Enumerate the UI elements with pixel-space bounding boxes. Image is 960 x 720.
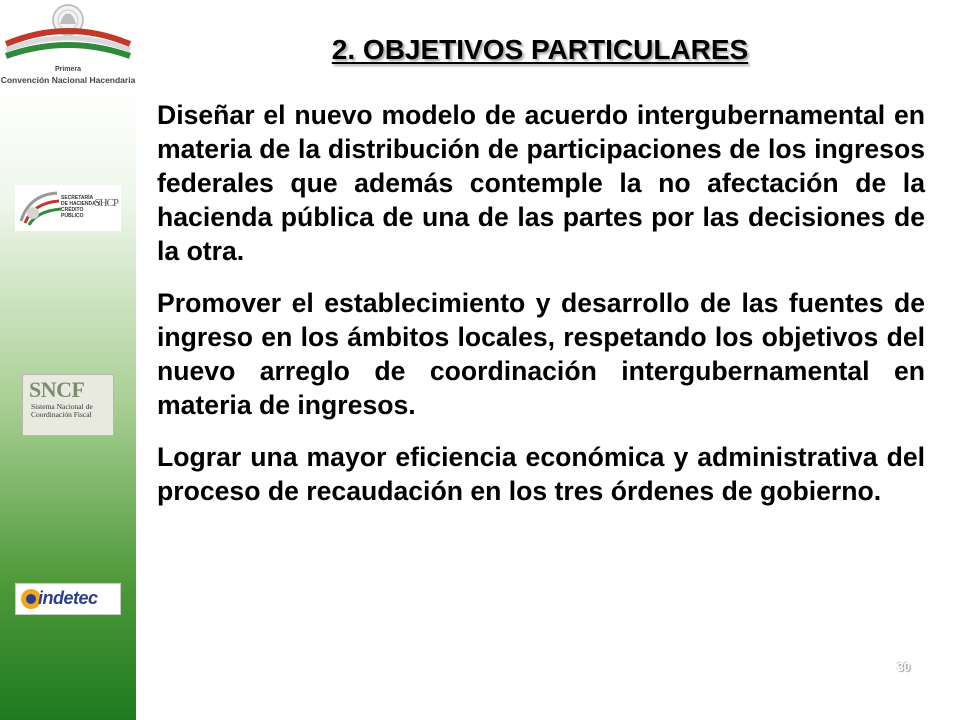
page-number: 30 (897, 660, 911, 674)
eagle-emblem-icon (0, 0, 136, 66)
indetec-logo (15, 583, 121, 615)
objective-paragraph-2: Promover el establecimiento y desarrollo de las fuentes de ingreso en los ámbitos locales, respetando los objetivos del nuevo arreglo de coordinación intergubernamental en materia de ingresos. (157, 288, 925, 420)
sncf-subtitle-1: Sistema Nacional de (31, 402, 93, 411)
objective-paragraph-1: Diseñar el nuevo modelo de acuerdo intergubernamental en materia de la distribución de participaciones de los ingresos federales que además contemple la no afectación de la hacienda pública de una de las partes por las decisiones de la otra. (157, 100, 925, 266)
slide-title: 2. OBJETIVOS PARTICULARES (331, 34, 749, 65)
shcp-logo (15, 185, 121, 231)
sncf-title: SNCF (29, 377, 85, 402)
objective-paragraph-3: Lograr una mayor eficiencia económica y administrativa del proceso de recaudación en los tres órdenes de gobierno. (157, 442, 925, 506)
shcp-name: SECRETARÍA DE HACIENDA Y CRÉDITO PÚBLICO (61, 195, 101, 219)
sncf-subtitle-2: Coordinación Fiscal (31, 410, 92, 419)
shcp-acronym: SHCP (94, 197, 118, 209)
indetec-wordmark: indetec (38, 588, 98, 608)
logo-line-primera: Primera (54, 66, 82, 73)
sncf-logo (22, 374, 114, 436)
shcp-emblem-icon (17, 185, 63, 231)
convencion-logo (0, 0, 136, 88)
slide-body (157, 98, 925, 526)
logo-line-convencion: Convención Nacional Hacendaria (0, 75, 136, 85)
sncf-subtitle (31, 403, 93, 419)
